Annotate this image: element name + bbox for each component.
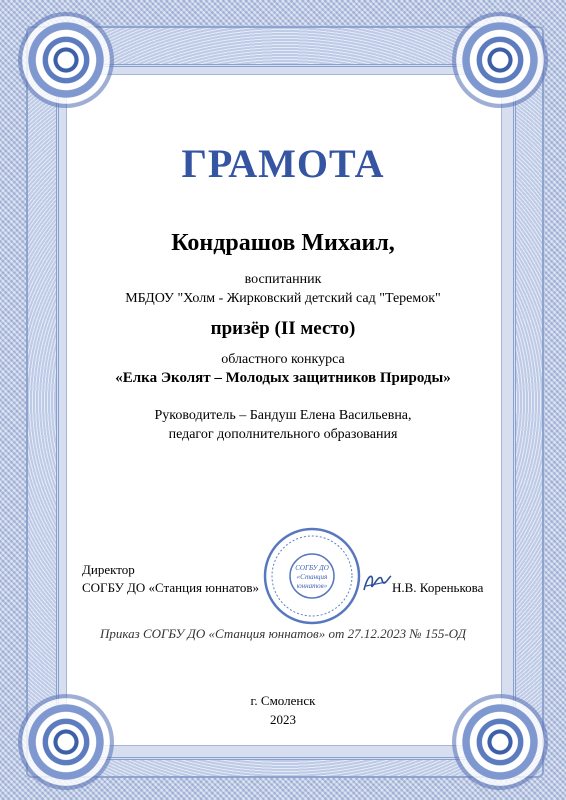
- year: 2023: [270, 712, 296, 727]
- stamp-line-3: юннатов»: [296, 582, 328, 590]
- official-stamp: [262, 526, 362, 626]
- corner-rosette-top-left: [18, 12, 114, 108]
- corner-rosette-top-right: [452, 12, 548, 108]
- mentor-name: Руководитель – Бандуш Елена Васильевна,: [154, 408, 412, 423]
- mentor-position: педагог дополнительного образования: [168, 427, 398, 442]
- recipient-role: воспитанник: [244, 272, 322, 287]
- recipient-name: Кондрашов Михаил,: [171, 230, 395, 256]
- certificate-title: ГРАМОТА: [181, 141, 385, 186]
- stamp-line-1: СОГБУ ДО: [295, 564, 329, 572]
- award-place: призёр (II место): [210, 318, 356, 339]
- director-signature: [360, 568, 394, 596]
- order-reference: Приказ СОГБУ ДО «Станция юннатов» от 27.12.2023 № 155-ОД: [99, 626, 467, 641]
- city: г. Смоленск: [250, 693, 316, 708]
- director-name: Н.В. Коренькова: [392, 580, 484, 595]
- stamp-line-2: «Станция: [296, 573, 328, 581]
- recipient-school: МБДОУ "Холм - Жирковский детский сад "Теремок": [125, 291, 441, 306]
- contest-name: «Елка Эколят – Молодых защитников Природы»: [115, 370, 451, 386]
- contest-label: областного конкурса: [221, 352, 345, 367]
- director-title: Директор: [82, 562, 135, 577]
- director-org: СОГБУ ДО «Станция юннатов»: [82, 580, 259, 595]
